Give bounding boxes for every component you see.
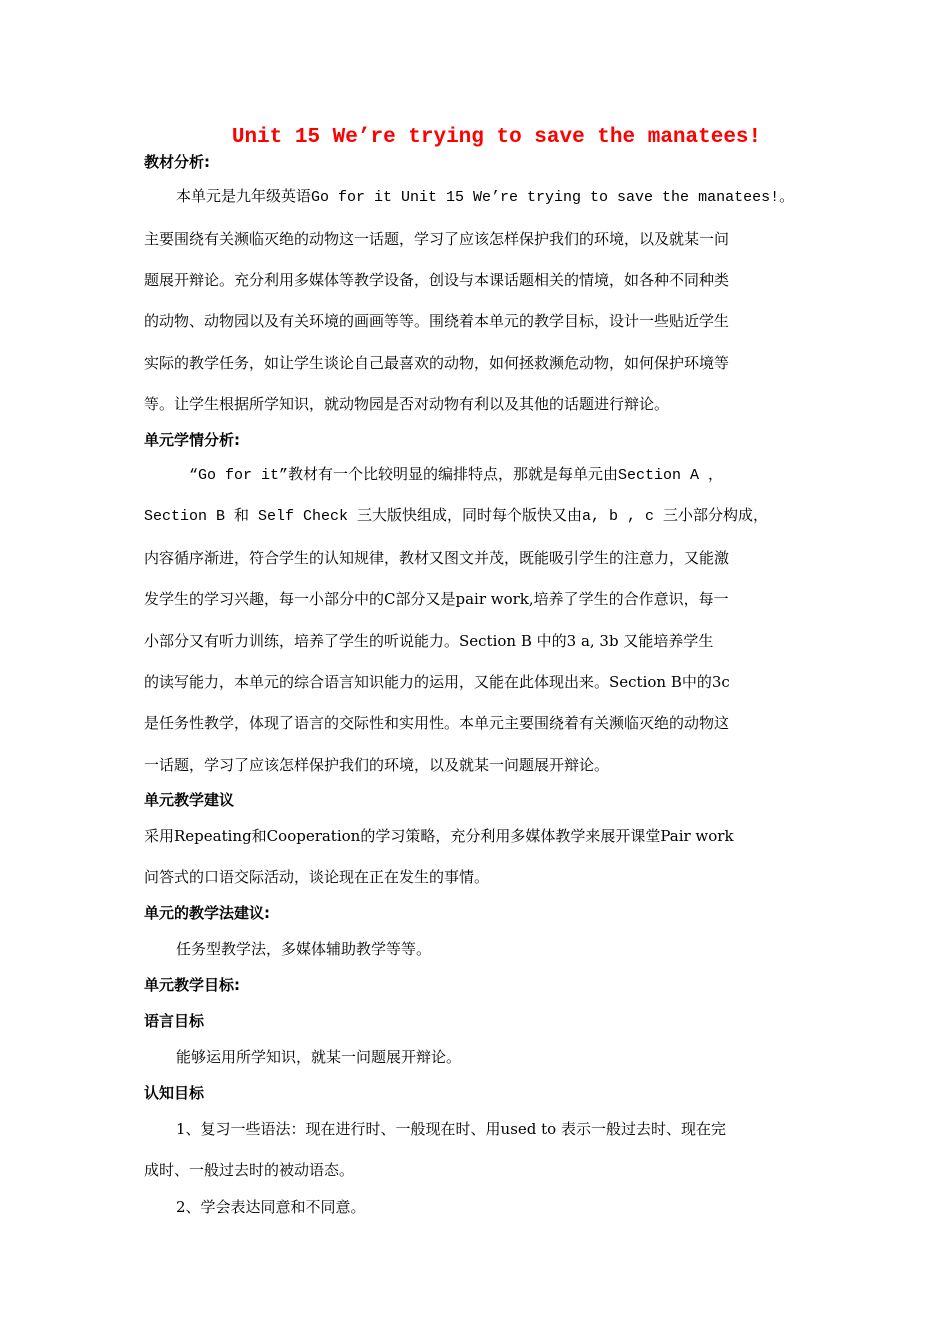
paragraph-line: 问答式的口语交际活动，谈论现在正在发生的事情。 <box>144 868 490 886</box>
paragraph-line: 是任务性教学，体现了语言的交际性和实用性。本单元主要围绕着有关濒临灭绝的动物这 <box>144 714 730 732</box>
paragraph-line: 小部分又有听力训练，培养了学生的听说能力。Section B 中的3 a, 3b 又能培养学生 <box>144 632 714 650</box>
list-item-continuation: 成时、一般过去时的被动语态。 <box>144 1161 355 1179</box>
paragraph-line: 采用Repeating和Cooperation的学习策略，充分利用多媒体教学来展开课堂Pair work <box>144 827 734 845</box>
paragraph-line: 内容循序渐进，符合学生的认知规律，教材又图文并茂，既能吸引学生的注意力，又能激 <box>144 549 730 567</box>
paragraph-line: 的读写能力，本单元的综合语言知识能力的运用，又能在此体现出来。Section B中的3c <box>144 673 730 691</box>
document-title: Unit 15 We’re trying to save the manatees! <box>231 126 762 149</box>
paragraph-line: Section B 和 Self Check 三大版快组成，同时每个版快又由a, b , c 三小部分构成， <box>144 508 769 525</box>
heading-method-suggestion: 单元的教学法建议: <box>144 904 270 922</box>
paragraph-line: 能够运用所学知识，就某一问题展开辩论。 <box>176 1048 462 1066</box>
list-item: 1、复习一些语法：现在进行时、一般现在时、用used to 表示一般过去时、现在完 <box>176 1120 726 1138</box>
paragraph-line: 一话题，学习了应该怎样保护我们的环境，以及就某一问题展开辩论。 <box>144 756 610 774</box>
paragraph-line: 发学生的学习兴趣，每一小部分中的C部分又是pair work,培养了学生的合作意识，每一 <box>144 590 729 608</box>
list-item: 2、学会表达同意和不同意。 <box>176 1198 366 1216</box>
heading-teaching-suggestion: 单元教学建议 <box>144 791 235 809</box>
heading-textbook-analysis: 教材分析: <box>144 153 210 171</box>
heading-language-goals: 语言目标 <box>144 1012 205 1030</box>
heading-teaching-goals: 单元教学目标: <box>144 976 240 994</box>
paragraph-line: 题展开辩论。充分利用多媒体等教学设备，创设与本课话题相关的情境，如各种不同种类 <box>144 271 730 289</box>
paragraph-line: 任务型教学法，多媒体辅助教学等等。 <box>176 940 432 958</box>
paragraph-line: “Go for it”教材有一个比较明显的编排特点，那就是每单元由Section A ， <box>189 467 724 484</box>
paragraph-line: 主要围绕有关濒临灭绝的动物这一话题，学习了应该怎样保护我们的环境，以及就某一问 <box>144 230 730 248</box>
heading-cognitive-goals: 认知目标 <box>144 1084 205 1102</box>
paragraph-line: 的动物、动物园以及有关环境的画画等等。围绕着本单元的教学目标，设计一些贴近学生 <box>144 312 730 330</box>
paragraph-line: 本单元是九年级英语Go for it Unit 15 We’re trying to save the manatees!。 <box>176 189 795 206</box>
heading-learning-analysis: 单元学情分析: <box>144 431 240 449</box>
paragraph-line: 等。让学生根据所学知识，就动物园是否对动物有利以及其他的话题进行辩论。 <box>144 395 670 413</box>
paragraph-line: 实际的教学任务，如让学生谈论自己最喜欢的动物，如何拯救濒危动物，如何保护环境等 <box>144 354 730 372</box>
